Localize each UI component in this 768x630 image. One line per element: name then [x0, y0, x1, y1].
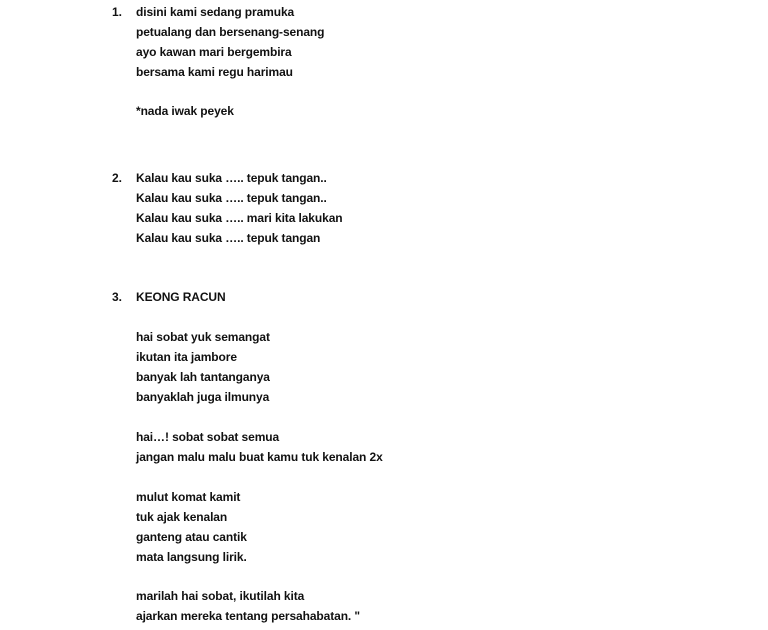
song-3-stanza-1-line-2: ikutan ita jambore: [136, 350, 237, 364]
song-3-stanza-2-line-2: jangan malu malu buat kamu tuk kenalan 2x: [136, 450, 383, 464]
song-3-stanza-3-line-3: ganteng atau cantik: [136, 530, 247, 544]
song-3-stanza-3-line-4: mata langsung lirik.: [136, 550, 247, 564]
song-3-stanza-3-line-1: mulut komat kamit: [136, 490, 241, 504]
song-2-line-4: Kalau kau suka ….. tepuk tangan: [136, 231, 321, 245]
song-2-line-3: Kalau kau suka ….. mari kita lakukan: [136, 211, 343, 225]
song-1-line-1: disini kami sedang pramuka: [136, 5, 295, 19]
song-2-line-1: Kalau kau suka ….. tepuk tangan..: [136, 171, 327, 185]
song-3-stanza-2-line-1: hai…! sobat sobat semua: [136, 430, 280, 444]
song-1-line-3: ayo kawan mari bergembira: [136, 45, 292, 59]
song-3-stanza-1-line-1: hai sobat yuk semangat: [136, 330, 270, 344]
song-1-line-2: petualang dan bersenang-senang: [136, 25, 325, 39]
song-3-number: 3.: [112, 290, 123, 304]
song-2-line-2: Kalau kau suka ….. tepuk tangan..: [136, 191, 327, 205]
song-3-stanza-4-line-2: ajarkan mereka tentang persahabatan. ": [136, 609, 360, 623]
song-1-note: *nada iwak peyek: [136, 104, 234, 118]
song-3-stanza-1-line-4: banyaklah juga ilmunya: [136, 390, 270, 404]
song-3-stanza-3-line-2: tuk ajak kenalan: [136, 510, 228, 524]
song-3-title: KEONG RACUN: [136, 290, 226, 304]
song-1-number: 1.: [112, 5, 123, 19]
song-3-stanza-1-line-3: banyak lah tantanganya: [136, 370, 270, 384]
song-3-stanza-4-line-1: marilah hai sobat, ikutilah kita: [136, 589, 305, 603]
song-2-number: 2.: [112, 171, 123, 185]
song-1-line-4: bersama kami regu harimau: [136, 65, 293, 79]
